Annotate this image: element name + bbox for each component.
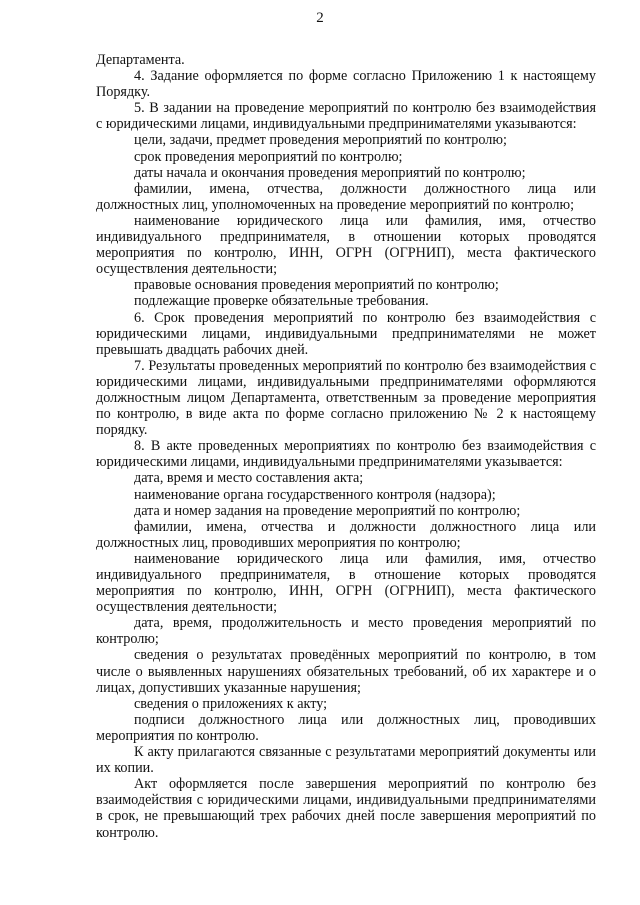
list-item: наименование юридического лица или фамилия, имя, отчество индивидуального предпринимателя, в отношение которых проводятся мероприятия по контролю, ИНН, ОГРН (ОГРНИП), места фактического осуществления деятельности; <box>96 550 596 616</box>
paragraph: Департамента. <box>96 52 185 68</box>
list-item: даты начала и окончания проведения мероприятий по контролю; <box>134 164 526 181</box>
list-item: срок проведения мероприятий по контролю; <box>134 148 403 165</box>
list-item: сведения о приложениях к акту; <box>134 695 328 712</box>
list-item: подлежащие проверке обязательные требования. <box>134 293 429 310</box>
list-item: наименование органа государственного контроля (надзора); <box>134 486 496 503</box>
list-item: дата, время и место составления акта; <box>134 470 364 487</box>
paragraph: 8. В акте проведенных мероприятиях по контролю без взаимодействия с юридическими лицами, индивидуальными предпринимателями указывается: <box>96 438 596 471</box>
list-item: цели, задачи, предмет проведения мероприятий по контролю; <box>134 132 507 149</box>
list-item: фамилии, имена, отчества и должности должностного лица или должностных лиц, проводивших мероприятия по контролю; <box>96 518 596 551</box>
paragraph: К акту прилагаются связанные с результатами мероприятий документы или их копии. <box>96 744 596 777</box>
list-item: сведения о результатах проведённых мероприятий по контролю, в том числе о выявленных нарушениях обязательных требований, об их характере и о лицах, допустивших указанные нарушения; <box>96 647 596 696</box>
paragraph: 7. Результаты проведенных мероприятий по контролю без взаимодействия с юридическими лицами, индивидуальными предпринимателями оформляются должностным лицом Департамента, ответственным за проведение мероприятия по контролю, в виде акта по форме согласно приложению № 2 к настоящему порядку. <box>96 357 596 439</box>
list-item: дата и номер задания на проведение мероприятий по контролю; <box>134 502 521 519</box>
paragraph: 5. В задании на проведение мероприятий по контролю без взаимодействия с юридическими лицами, индивидуальными предпринимателями указываются: <box>96 100 596 133</box>
paragraph: 4. Задание оформляется по форме согласно Приложению 1 к настоящему Порядку. <box>96 68 596 101</box>
list-item: подписи должностного лица или должностных лиц, проводивших мероприятия по контролю. <box>96 711 596 744</box>
list-item: наименование юридического лица или фамилия, имя, отчество индивидуального предпринимателя, в отношении которых проводятся мероприятия по контролю, ИНН, ОГРН (ОГРНИП), места фактического осуществления деятельности; <box>96 212 596 278</box>
page-number: 2 <box>316 10 324 26</box>
paragraph: Акт оформляется после завершения мероприятий по контролю без взаимодействия с юридическими лицами, индивидуальными предпринимателями в срок, не превышающий трех рабочих дней после завершения мероприятий по контролю. <box>96 776 596 841</box>
document-body <box>96 52 596 841</box>
list-item: фамилии, имена, отчества, должности должностного лица или должностных лиц, уполномоченных на проведение мероприятий по контролю; <box>96 180 596 213</box>
list-item: правовые основания проведения мероприятий по контролю; <box>134 277 499 294</box>
list-item: дата, время, продолжительность и место проведения мероприятий по контролю; <box>96 615 596 648</box>
paragraph: 6. Срок проведения мероприятий по контролю без взаимодействия с юридическими лицами, индивидуальными предпринимателями не может превышать двадцать рабочих дней. <box>96 309 596 358</box>
